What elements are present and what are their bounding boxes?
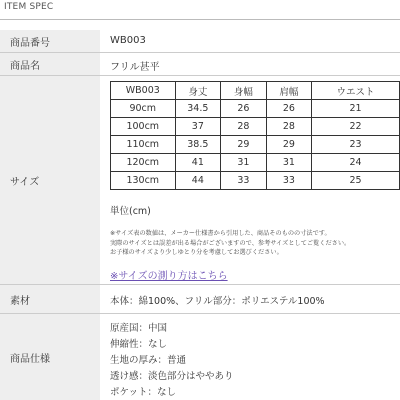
size-table-cell: 41 [175, 154, 221, 172]
section-heading: ITEM SPEC [4, 2, 54, 12]
size-table-row [111, 154, 400, 172]
size-table-row [111, 172, 400, 190]
product-number-value: WB003 [110, 35, 146, 46]
size-table-cell: 90cm [111, 100, 176, 118]
size-table-cell: 100cm [111, 118, 176, 136]
size-table-header-cell: 肩幅 [266, 82, 311, 100]
size-table-row [111, 136, 400, 154]
size-table-cell: 110cm [111, 136, 176, 154]
size-table-row [111, 118, 400, 136]
size-table-row [111, 100, 400, 118]
size-table-cell: 28 [221, 118, 266, 136]
spec-line: 生地の厚み：普通 [110, 355, 187, 366]
size-table-header-cell: WB003 [111, 82, 176, 100]
spec-label: 商品仕様 [0, 314, 100, 400]
size-table-cell: 24 [312, 154, 400, 172]
spec-line: ポケット：なし [110, 387, 177, 398]
size-table-cell: 31 [266, 154, 311, 172]
size-table-cell: 25 [312, 172, 400, 190]
size-table-header-cell: ウエスト [312, 82, 400, 100]
size-table-cell: 120cm [111, 154, 176, 172]
size-table-cell: 44 [175, 172, 221, 190]
size-table-cell: 33 [266, 172, 311, 190]
size-note: お子様のサイズより少しゆとり分を考慮してお選びください。 [110, 249, 283, 256]
spec-line: 伸縮性：なし [110, 339, 168, 350]
size-table-cell: 130cm [111, 172, 176, 190]
size-unit: 単位(cm) [110, 206, 151, 217]
size-table-cell: 26 [221, 100, 266, 118]
size-table-cell: 33 [221, 172, 266, 190]
product-name-label: 商品名 [0, 53, 100, 75]
product-name-value: フリル甚平 [110, 62, 160, 73]
product-number-label: 商品番号 [0, 30, 100, 52]
size-note: 実際のサイズとは誤差が出る場合がございますので、参考サイズとしてご覧ください。 [110, 239, 351, 247]
size-table-header-row [111, 82, 400, 100]
size-table-cell: 37 [175, 118, 221, 136]
size-table [110, 81, 400, 190]
size-table-header-cell: 身丈 [175, 82, 221, 100]
size-table-cell: 31 [221, 154, 266, 172]
size-table-cell: 38.5 [175, 136, 221, 154]
size-table-cell: 22 [312, 118, 400, 136]
size-table-cell: 29 [266, 136, 311, 154]
size-label: サイズ [0, 76, 100, 284]
size-measure-link[interactable]: ※サイズの測り方はこちら [110, 271, 228, 282]
size-table-cell: 28 [266, 118, 311, 136]
size-table-cell: 34.5 [175, 100, 221, 118]
size-table-header-cell: 身幅 [221, 82, 266, 100]
spec-line: 透け感：淡色部分はややあり [110, 371, 234, 382]
material-value: 本体：綿100%、フリル部分：ポリエステル100% [110, 296, 325, 307]
spec-line: 原産国：中国 [110, 323, 168, 334]
size-table-cell: 23 [312, 136, 400, 154]
size-note: ※サイズ表の数値は、メーカー仕様書から引用した、商品そのものの寸法です。 [110, 230, 331, 237]
heading-divider [0, 19, 400, 20]
size-table-cell: 26 [266, 100, 311, 118]
material-label: 素材 [0, 285, 100, 313]
size-table-cell: 29 [221, 136, 266, 154]
size-table-cell: 21 [312, 100, 400, 118]
